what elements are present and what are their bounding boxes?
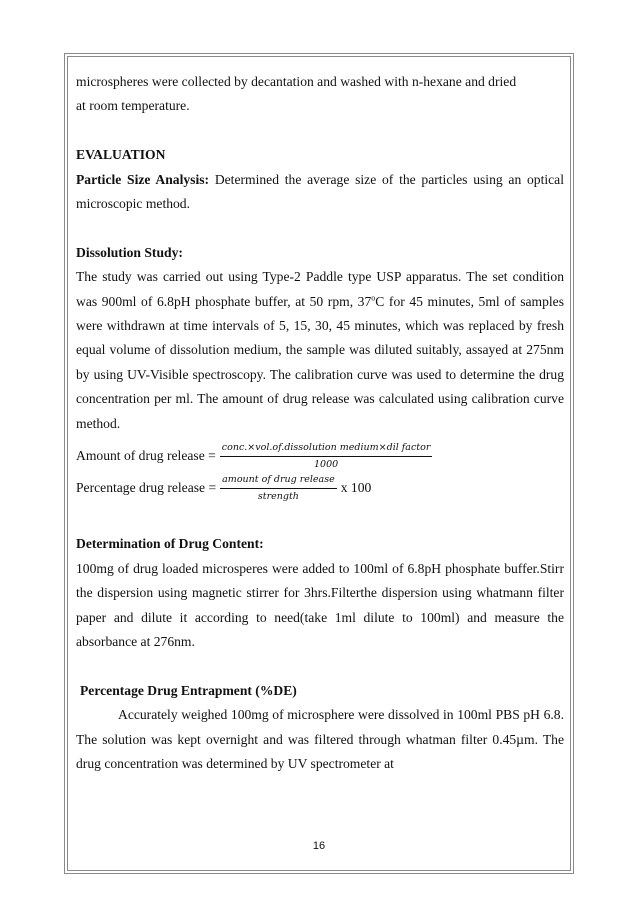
dissolution-paragraph bbox=[76, 265, 564, 436]
formula-1-fraction bbox=[220, 442, 433, 471]
formula-2-label: Percentage drug release = bbox=[76, 479, 217, 495]
formula-2-fraction bbox=[220, 474, 337, 503]
formula-1-denominator: 1000 bbox=[313, 458, 339, 470]
document-body bbox=[76, 70, 564, 777]
drug-content-paragraph: 100mg of drug loaded microsperes were added to 100ml of 6.8pH phosphate buffer.Stirr the dispersion using magnetic stirrer for 3hrs.Filterthe dispersion using whatmann filter paper and dilute it according to need(take 1ml dilute to 100ml) and measure the absorbance at 276nm. bbox=[76, 560, 564, 650]
formula-1-label: Amount of drug release = bbox=[76, 447, 216, 463]
intro-paragraph bbox=[76, 70, 564, 119]
degree-superscript: o bbox=[371, 293, 376, 303]
evaluation-heading: EVALUATION bbox=[76, 147, 166, 163]
intro-line-2: at room temperature. bbox=[76, 98, 190, 114]
dissolution-heading: Dissolution Study: bbox=[76, 244, 183, 260]
formula-2-suffix: x 100 bbox=[340, 479, 372, 495]
drug-content-heading: Determination of Drug Content: bbox=[76, 536, 264, 552]
formula-1-numerator: conc.×vol.of.dissolution medium×dil factor bbox=[220, 442, 433, 457]
entrapment-paragraph: Accurately weighed 100mg of microsphere were dissolved in 100ml PBS pH 6.8. The solution was kept overnight and was filtered through whatman filter 0.45µm. The drug concentration was determined by UV spectrometer at bbox=[76, 707, 564, 772]
particle-size-text: Determined the average size of the particles using an optical microscopic method. bbox=[76, 171, 564, 212]
formula-2-denominator: strength bbox=[257, 490, 299, 502]
formula-percentage-release bbox=[76, 468, 564, 508]
formula-2-numerator: amount of drug release bbox=[220, 474, 337, 489]
intro-line-1: microspheres were collected by decantation and washed with n-hexane and dried bbox=[76, 74, 517, 89]
particle-size-paragraph bbox=[76, 168, 564, 217]
page-number: 16 bbox=[312, 840, 326, 852]
particle-size-label: Particle Size Analysis: bbox=[76, 171, 210, 187]
entrapment-heading: Percentage Drug Entrapment (%DE) bbox=[80, 682, 297, 698]
dissolution-text-b: C for 45 minutes, 5ml of samples were withdrawn at time intervals of 5, 15, 30, 45 minutes, which was replaced by fresh equal volume of dissolution medium, the sample was diluted suitably, assayed at 275nm by using UV-Visible spectroscopy. The calibration curve was used to determine the drug concentration per ml. The amount of drug release was calculated using calibration curve method. bbox=[76, 293, 564, 431]
dissolution-text-a: The study was carried out using Type-2 Paddle type USP apparatus. The set condition was 900ml of 6.8pH phosphate buffer, at 50 rpm, 37 bbox=[76, 269, 564, 309]
